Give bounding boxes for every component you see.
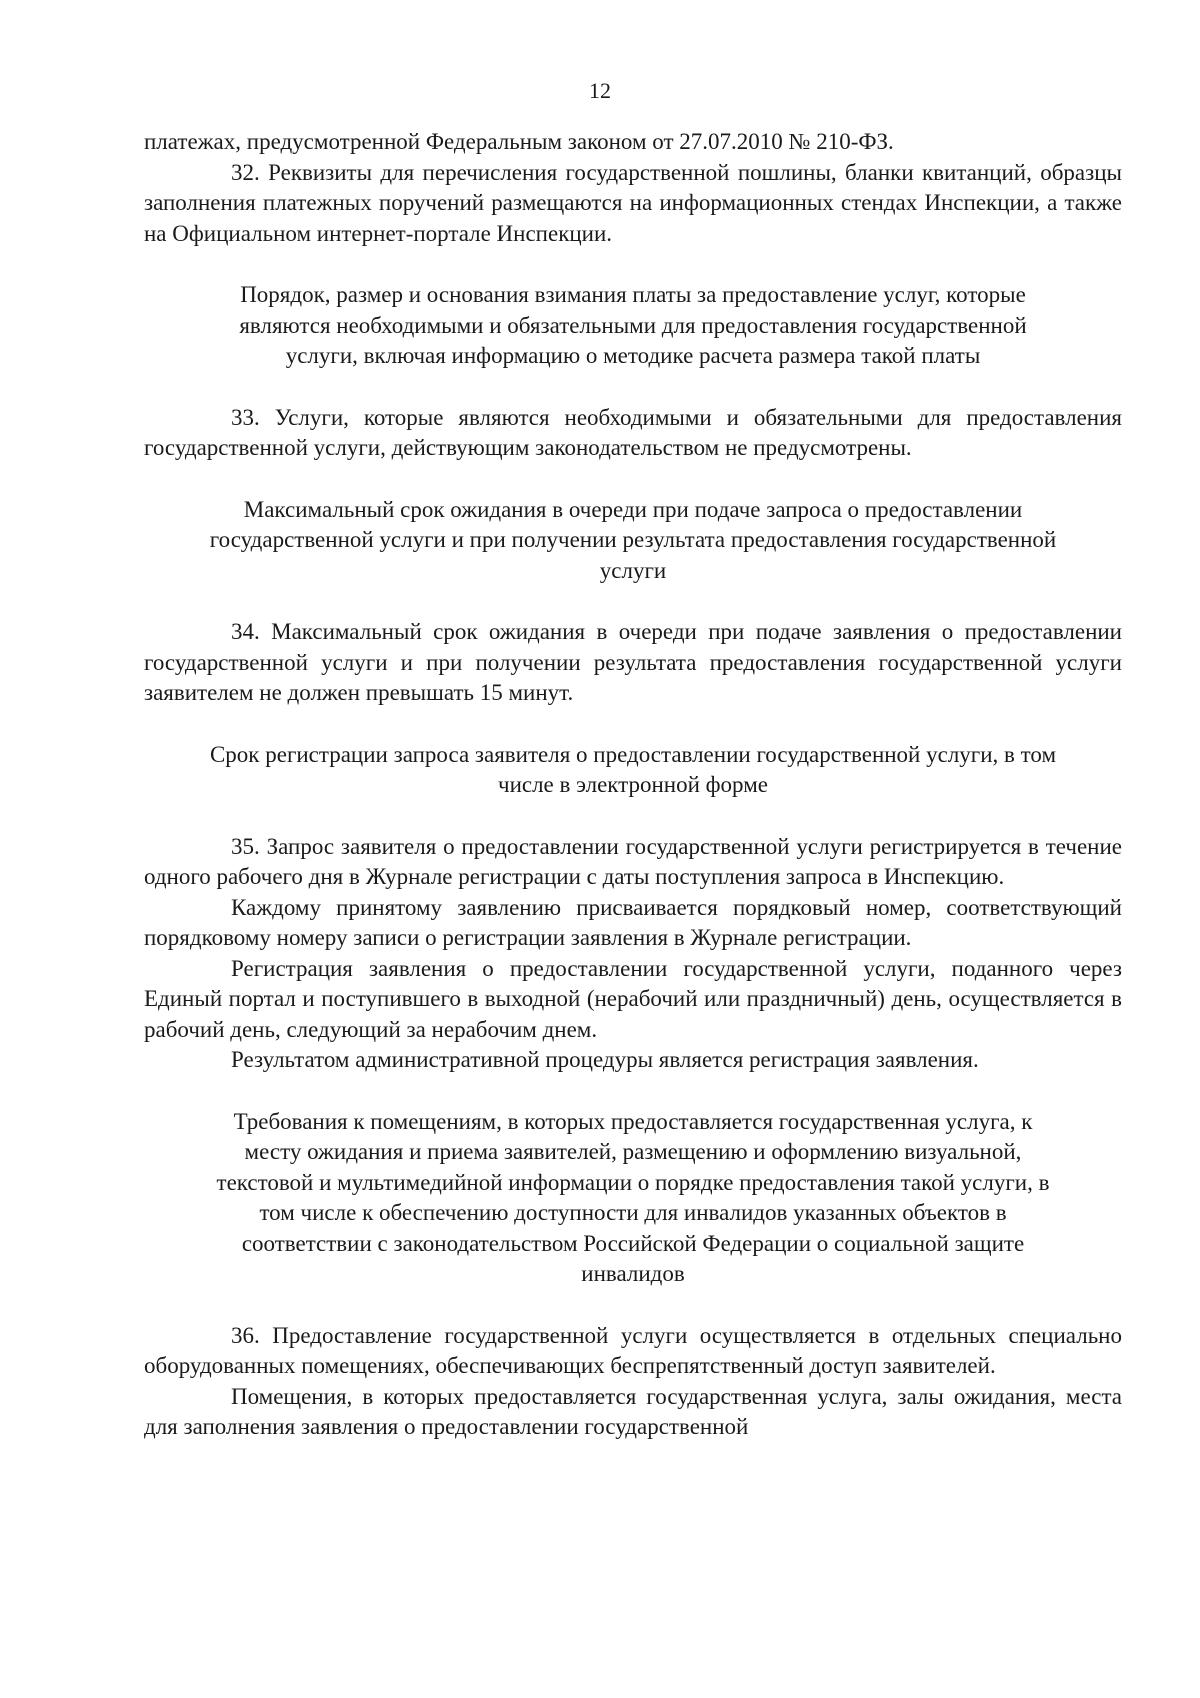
heading-line: соответствии с законодательством Российской Федерации о социальной защите	[241, 1230, 1025, 1256]
heading-line: числе в электронной форме	[498, 772, 768, 797]
paragraph-32: 32. Реквизиты для перечисления государственной пошлины, бланки квитанций, образцы заполнения платежных поручений размещаются на информационных стендах Инспекции, а также на Официальном интернет-портале Инспекции.	[144, 159, 1122, 246]
section-heading-registration	[144, 740, 1122, 801]
heading-line: Требования к помещениям, в которых предоставляется государственная услуга, к	[233, 1108, 1033, 1134]
heading-line: текстовой и мультимедийной информации о порядке предоставления такой услуги, в	[216, 1169, 1050, 1195]
heading-line: услуги, включая информацию о методике расчета размера такой платы	[285, 343, 981, 368]
section-heading-fees	[144, 280, 1122, 372]
document-body	[144, 127, 1122, 1443]
paragraph-35: 35. Запрос заявителя о предоставлении государственной услуги регистрируется в течение одного рабочего дня в Журнале регистрации с даты поступления запроса в Инспекцию.	[144, 833, 1122, 889]
paragraph-35-result: Результатом административной процедуры является регистрация заявления.	[231, 1047, 979, 1072]
paragraph-36-premises: Помещения, в которых предоставляется государственная услуга, залы ожидания, места для заполнения заявления о предоставлении государственной	[144, 1383, 1122, 1439]
heading-line: месту ожидания и приема заявителей, размещению и оформлению визуальной,	[244, 1139, 1022, 1164]
heading-line: являются необходимыми и обязательными для предоставления государственной	[239, 312, 1027, 338]
heading-line: инвалидов	[581, 1261, 685, 1286]
paragraph-33: 33. Услуги, которые являются необходимыми и обязательными для предоставления государственной услуги, действующим законодательством не предусмотрены.	[144, 404, 1122, 460]
heading-line: услуги	[599, 557, 667, 583]
heading-line: том числе к обеспечению доступности для инвалидов указанных объектов в	[259, 1200, 1007, 1225]
paragraph-continuation: платежах, предусмотренной Федеральным законом от 27.07.2010 № 210-ФЗ.	[144, 129, 894, 154]
page-number: 12	[589, 78, 611, 103]
section-heading-waiting-time	[144, 495, 1122, 587]
heading-line: Максимальный срок ожидания в очереди при подаче запроса о предоставлении	[243, 496, 1023, 522]
heading-line: Срок регистрации запроса заявителя о предоставлении государственной услуги, в том	[209, 741, 1057, 767]
paragraph-35-numbering: Каждому принятому заявлению присваивается порядковый номер, соответствующий порядковому номеру записи о регистрации заявления в Журнале регистрации.	[144, 894, 1122, 950]
paragraph-35-portal: Регистрация заявления о предоставлении государственной услуги, поданного через Единый портал и поступившего в выходной (нерабочий или праздничный) день, осуществляется в рабочий день, следующий за нерабочим днем.	[144, 955, 1122, 1042]
paragraph-34: 34. Максимальный срок ожидания в очереди при подаче заявления о предоставлении государственной услуги и при получении результата предоставления государственной услуги заявителем не должен превышать 15 минут.	[144, 619, 1122, 705]
heading-line: государственной услуги и при получении результата предоставления государственной	[209, 527, 1057, 552]
heading-line: Порядок, размер и основания взимания платы за предоставление услуг, которые	[240, 282, 1026, 307]
paragraph-36: 36. Предоставление государственной услуги осуществляется в отдельных специально оборудованных помещениях, обеспечивающих беспрепятственный доступ заявителей.	[144, 1322, 1122, 1378]
section-heading-premises	[144, 1107, 1122, 1290]
